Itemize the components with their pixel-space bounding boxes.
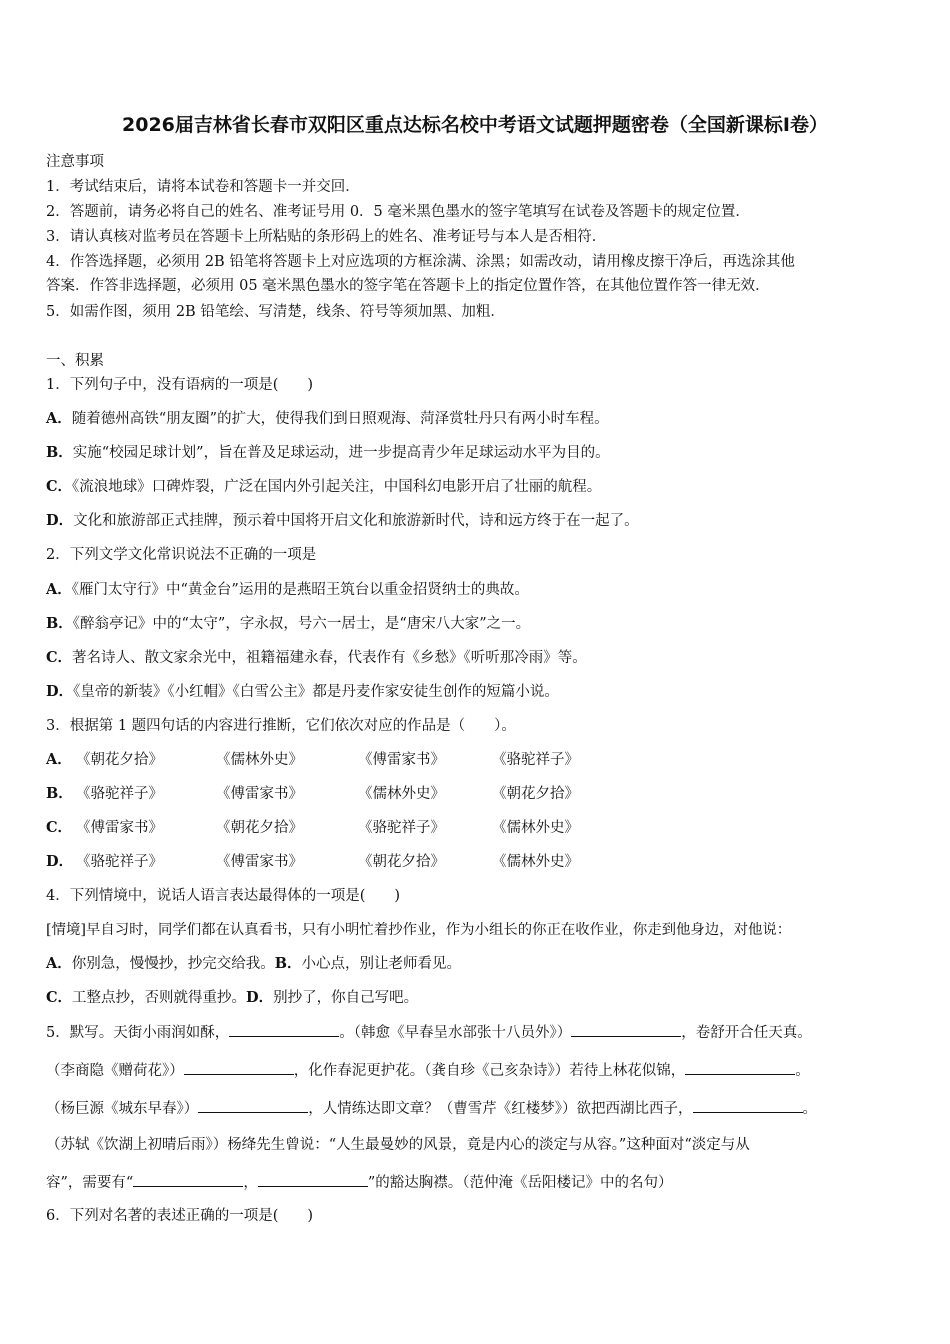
- answer-blank[interactable]: [571, 1022, 681, 1037]
- option-label: C．: [46, 649, 73, 666]
- option-label: D．: [46, 512, 74, 529]
- work-title: 《朝花夕拾》: [492, 786, 579, 802]
- notice-item: 3．请认真核对监考员在答题卡上所粘贴的条形码上的姓名、准考证号与本人是否相符．: [46, 229, 607, 245]
- question-5-line-5: [46, 1172, 673, 1193]
- question-2-option-c: [46, 648, 587, 668]
- option-text: 《皇帝的新装》《小红帽》《白雪公主》都是丹麦作家安徒生创作的短篇小说。: [73, 684, 559, 700]
- option-text: 实施“校园足球计划”，旨在普及足球运动，进一步提高青少年足球运动水平为目的。: [72, 445, 610, 461]
- dictation-text: 容”，需要有“: [46, 1175, 134, 1191]
- work-title: 《骆驼祥子》: [76, 786, 163, 802]
- dictation-text: 。（韩愈《早春呈水部张十八员外》）: [339, 1025, 572, 1041]
- notice-item: 1．考试结束后，请将本试卷和答题卡一并交回．: [46, 179, 360, 195]
- dictation-text: ”的豁达胸襟。（范仲淹《岳阳楼记》中的名句）: [367, 1175, 673, 1191]
- work-title: 《骆驼祥子》: [76, 854, 163, 870]
- question-5-line-3: [46, 1098, 817, 1119]
- option-text: 小心点，别让老师看见。: [301, 956, 462, 972]
- dictation-text: ，化作春泥更护花。（龚自珍《己亥杂诗》）若待上林花似锦，: [293, 1063, 686, 1079]
- question-1-stem: 1．下列句子中，没有语病的一项是( ): [46, 377, 314, 393]
- option-label: A．: [46, 955, 72, 972]
- question-4-options-ab: [46, 954, 461, 974]
- work-title: 《傅雷家书》: [76, 820, 163, 836]
- answer-blank[interactable]: [258, 1172, 368, 1187]
- dictation-text: （李商隐《赠荷花》）: [46, 1063, 184, 1079]
- question-4-options-cd: [46, 988, 418, 1008]
- work-title: 《傅雷家书》: [216, 786, 303, 802]
- option-text: 文化和旅游部正式挂牌，预示着中国将开启文化和旅游新时代，诗和远方终于在一起了。: [73, 513, 639, 529]
- option-text: 《流浪地球》口碑炸裂，广泛在国内外引起关注，中国科幻电影开启了壮丽的航程。: [72, 479, 602, 495]
- page-title: 2026届吉林省长春市双阳区重点达标名校中考语文试题押题密卷（全国新课标Ⅰ卷）: [122, 114, 828, 136]
- notice-item: 5．如需作图，须用 2B 铅笔绘、写清楚，线条、符号等须加黑、加粗．: [46, 304, 505, 320]
- answer-blank[interactable]: [184, 1060, 294, 1075]
- question-3-stem: 3．根据第 1 题四句话的内容进行推断，它们依次对应的作品是（ ）。: [46, 718, 516, 734]
- work-title: 《朝花夕拾》: [76, 752, 163, 768]
- option-label: A．: [46, 410, 72, 427]
- notice-item: 2．答题前，请务必将自己的姓名、准考证号用 0．5 毫米黑色墨水的签字笔填写在试卷及答题卡的规定位置．: [46, 204, 750, 220]
- dictation-text: 5．默写。天街小雨润如酥，: [46, 1025, 230, 1041]
- option-text: 工整点抄，否则就得重抄。: [72, 990, 247, 1006]
- question-3-option-d: [46, 852, 579, 872]
- question-1-option-b: [46, 443, 610, 463]
- option-label: B．: [274, 955, 302, 972]
- option-text: 《雁门太守行》中“黄金台”运用的是燕昭王筑台以重金招贤纳士的典故。: [71, 582, 529, 598]
- work-title: 《朝花夕拾》: [216, 820, 303, 836]
- option-label: C．: [46, 819, 73, 836]
- question-5-line-2: [46, 1060, 810, 1081]
- work-title: 《骆驼祥子》: [492, 752, 579, 768]
- question-2-option-d: [46, 682, 559, 702]
- option-label: D．: [46, 853, 74, 870]
- work-title: 《傅雷家书》: [358, 752, 445, 768]
- option-label: D．: [46, 683, 74, 700]
- option-label: B．: [46, 785, 73, 802]
- option-label: A．: [46, 751, 72, 768]
- question-5-line-4: （苏轼《饮湖上初晴后雨》）杨绛先生曾说：“人生最曼妙的风景，竟是内心的淡定与从容。”这种面对“淡定与从: [46, 1137, 750, 1153]
- dictation-text: ，人情练达即文章？（曹雪芹《红楼梦》）欲把西湖比西子，: [308, 1101, 693, 1117]
- question-3-option-b: [46, 784, 579, 804]
- work-title: 《儒林外史》: [358, 786, 445, 802]
- question-2-option-b: [46, 614, 530, 634]
- answer-blank[interactable]: [198, 1098, 308, 1113]
- work-title: 《朝花夕拾》: [358, 854, 445, 870]
- work-title: 《儒林外史》: [492, 854, 579, 870]
- option-text: 随着德州高铁“朋友圈”的扩大，使得我们到日照观海、菏泽赏牡丹只有两小时车程。: [71, 411, 609, 427]
- notice-item: 答案．作答非选择题，必须用 05 毫米黑色墨水的签字笔在答题卡上的指定位置作答，在其他位置作答一律无效．: [46, 278, 770, 294]
- question-2-option-a: [46, 580, 529, 600]
- option-label: C．: [46, 478, 73, 495]
- work-title: 《儒林外史》: [492, 820, 579, 836]
- option-text: 别抄了，你自己写吧。: [273, 990, 419, 1006]
- dictation-text: 。: [802, 1101, 817, 1117]
- option-text: 《醉翁亭记》中的“太守”，字永叔，号六一居士，是“唐宋八大家”之一。: [72, 616, 531, 632]
- question-2-stem: 2．下列文学文化常识说法不正确的一项是: [46, 547, 317, 563]
- notice-item: 4．作答选择题，必须用 2B 铅笔将答题卡上对应选项的方框涂满、涂黑；如需改动，请用橡皮擦干净后，再选涂其他: [46, 254, 795, 270]
- question-3-option-a: [46, 750, 579, 770]
- section-heading: 一、积累: [46, 353, 104, 369]
- option-label: D．: [246, 989, 274, 1006]
- option-label: B．: [46, 615, 73, 632]
- answer-blank[interactable]: [685, 1060, 795, 1075]
- work-title: 《儒林外史》: [216, 752, 303, 768]
- dictation-text: （杨巨源《城东早春》）: [46, 1101, 199, 1117]
- answer-blank[interactable]: [693, 1098, 803, 1113]
- question-1-option-c: [46, 477, 601, 497]
- dictation-text: ，卷舒开合任天真。: [681, 1025, 812, 1041]
- question-4-stem: 4．下列情境中，说话人语言表达最得体的一项是( ): [46, 888, 401, 904]
- question-4-context: [情境]早自习时，同学们都在认真看书，只有小明忙着抄作业，作为小组长的你正在收作业，你走到他身边，对他说：: [46, 922, 792, 938]
- dictation-text: 。: [795, 1063, 810, 1079]
- notice-heading: 注意事项: [46, 154, 104, 170]
- question-3-option-c: [46, 818, 579, 838]
- work-title: 《骆驼祥子》: [358, 820, 445, 836]
- dictation-text: ，: [243, 1175, 258, 1191]
- question-5-line-1: [46, 1022, 812, 1043]
- work-title: 《傅雷家书》: [216, 854, 303, 870]
- question-1-option-a: [46, 409, 609, 429]
- option-text: 著名诗人、散文家余光中，祖籍福建永春，代表作有《乡愁》《听听那冷雨》等。: [72, 650, 587, 666]
- question-6-stem: 6．下列对名著的表述正确的一项是( ): [46, 1208, 314, 1224]
- answer-blank[interactable]: [229, 1022, 339, 1037]
- option-label: B．: [46, 444, 73, 461]
- answer-blank[interactable]: [133, 1172, 243, 1187]
- option-text: 你别急，慢慢抄，抄完交给我。: [71, 956, 275, 972]
- option-label: C．: [46, 989, 73, 1006]
- option-label: A．: [46, 581, 72, 598]
- question-1-option-d: [46, 511, 639, 531]
